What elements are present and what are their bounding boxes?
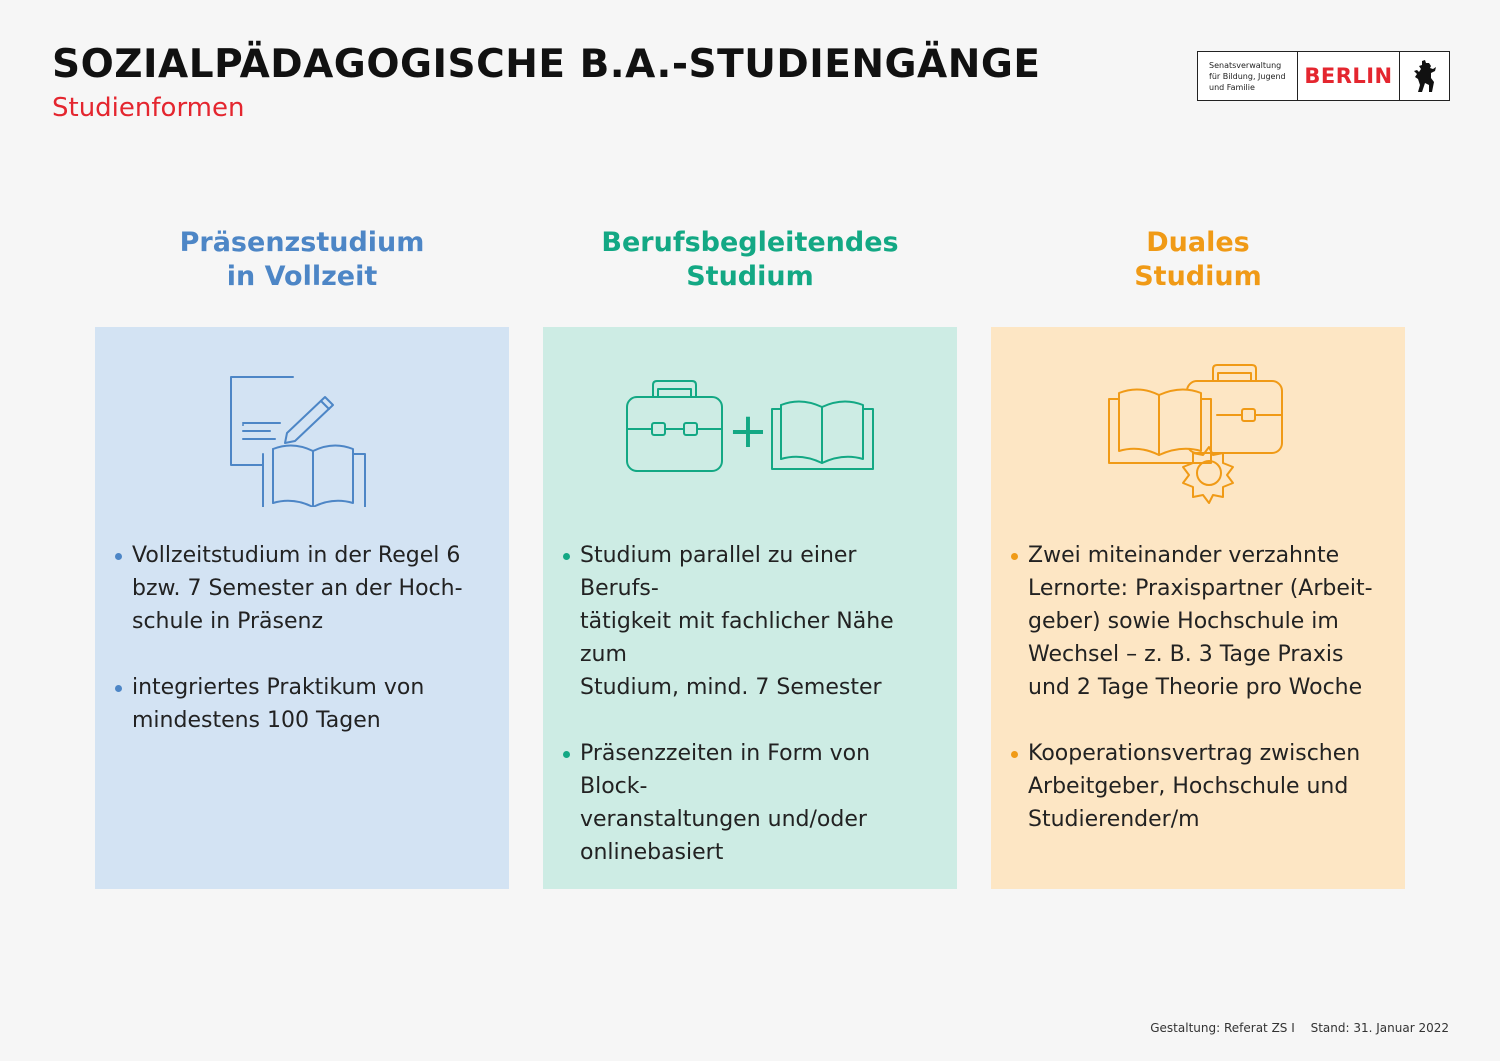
book-briefcase-gear-icon xyxy=(991,357,1405,507)
card-duales-studium xyxy=(991,327,1405,889)
card-praesenzstudium xyxy=(95,327,509,889)
footer-date: Stand: 31. Januar 2022 xyxy=(1310,1021,1449,1035)
berlin-logo xyxy=(1197,51,1450,101)
footer-design: Gestaltung: Referat ZS I xyxy=(1150,1021,1295,1035)
heading-berufsbegleitend: Berufsbegleitendes Studium xyxy=(601,227,899,292)
document-pencil-book-icon xyxy=(95,357,509,507)
logo-city: BERLIN xyxy=(1298,52,1400,100)
heading-praesenzstudium: Präsenzstudium in Vollzeit xyxy=(179,227,425,292)
list-item: Kooperationsvertrag zwischen Arbeitgeber, Hochschule und Studierender/m xyxy=(1009,737,1389,836)
berlin-bear-icon xyxy=(1400,52,1449,100)
list-item: Studium parallel zu einer Berufs- tätigkeit mit fachlicher Nähe zum Studium, mind. 7 Semester xyxy=(561,539,941,704)
bullet-list xyxy=(113,539,493,770)
plus-icon: + xyxy=(727,403,769,459)
card-berufsbegleitend xyxy=(543,327,957,889)
logo-department: Senatsverwaltung für Bildung, Jugend und Familie xyxy=(1198,52,1298,100)
page-subtitle: Studienformen xyxy=(52,93,245,123)
list-item: Vollzeitstudium in der Regel 6 bzw. 7 Semester an der Hoch- schule in Präsenz xyxy=(113,539,493,638)
bullet-list xyxy=(1009,539,1389,869)
list-item: integriertes Praktikum von mindestens 100 Tagen xyxy=(113,671,493,737)
footer xyxy=(1150,1021,1449,1035)
list-item: Präsenzzeiten in Form von Block- veranstaltungen und/oder onlinebasiert xyxy=(561,737,941,869)
list-item: Zwei miteinander verzahnte Lernorte: Praxispartner (Arbeit- geber) sowie Hochschule im Wechsel – z. B. 3 Tage Praxis und 2 Tage Theorie pro Woche xyxy=(1009,539,1389,704)
page-title: SOZIALPÄDAGOGISCHE B.A.-STUDIENGÄNGE xyxy=(52,42,1041,87)
bullet-list xyxy=(561,539,941,902)
briefcase-plus-book-icon xyxy=(543,357,957,507)
heading-duales-studium: Duales Studium xyxy=(1134,227,1262,292)
